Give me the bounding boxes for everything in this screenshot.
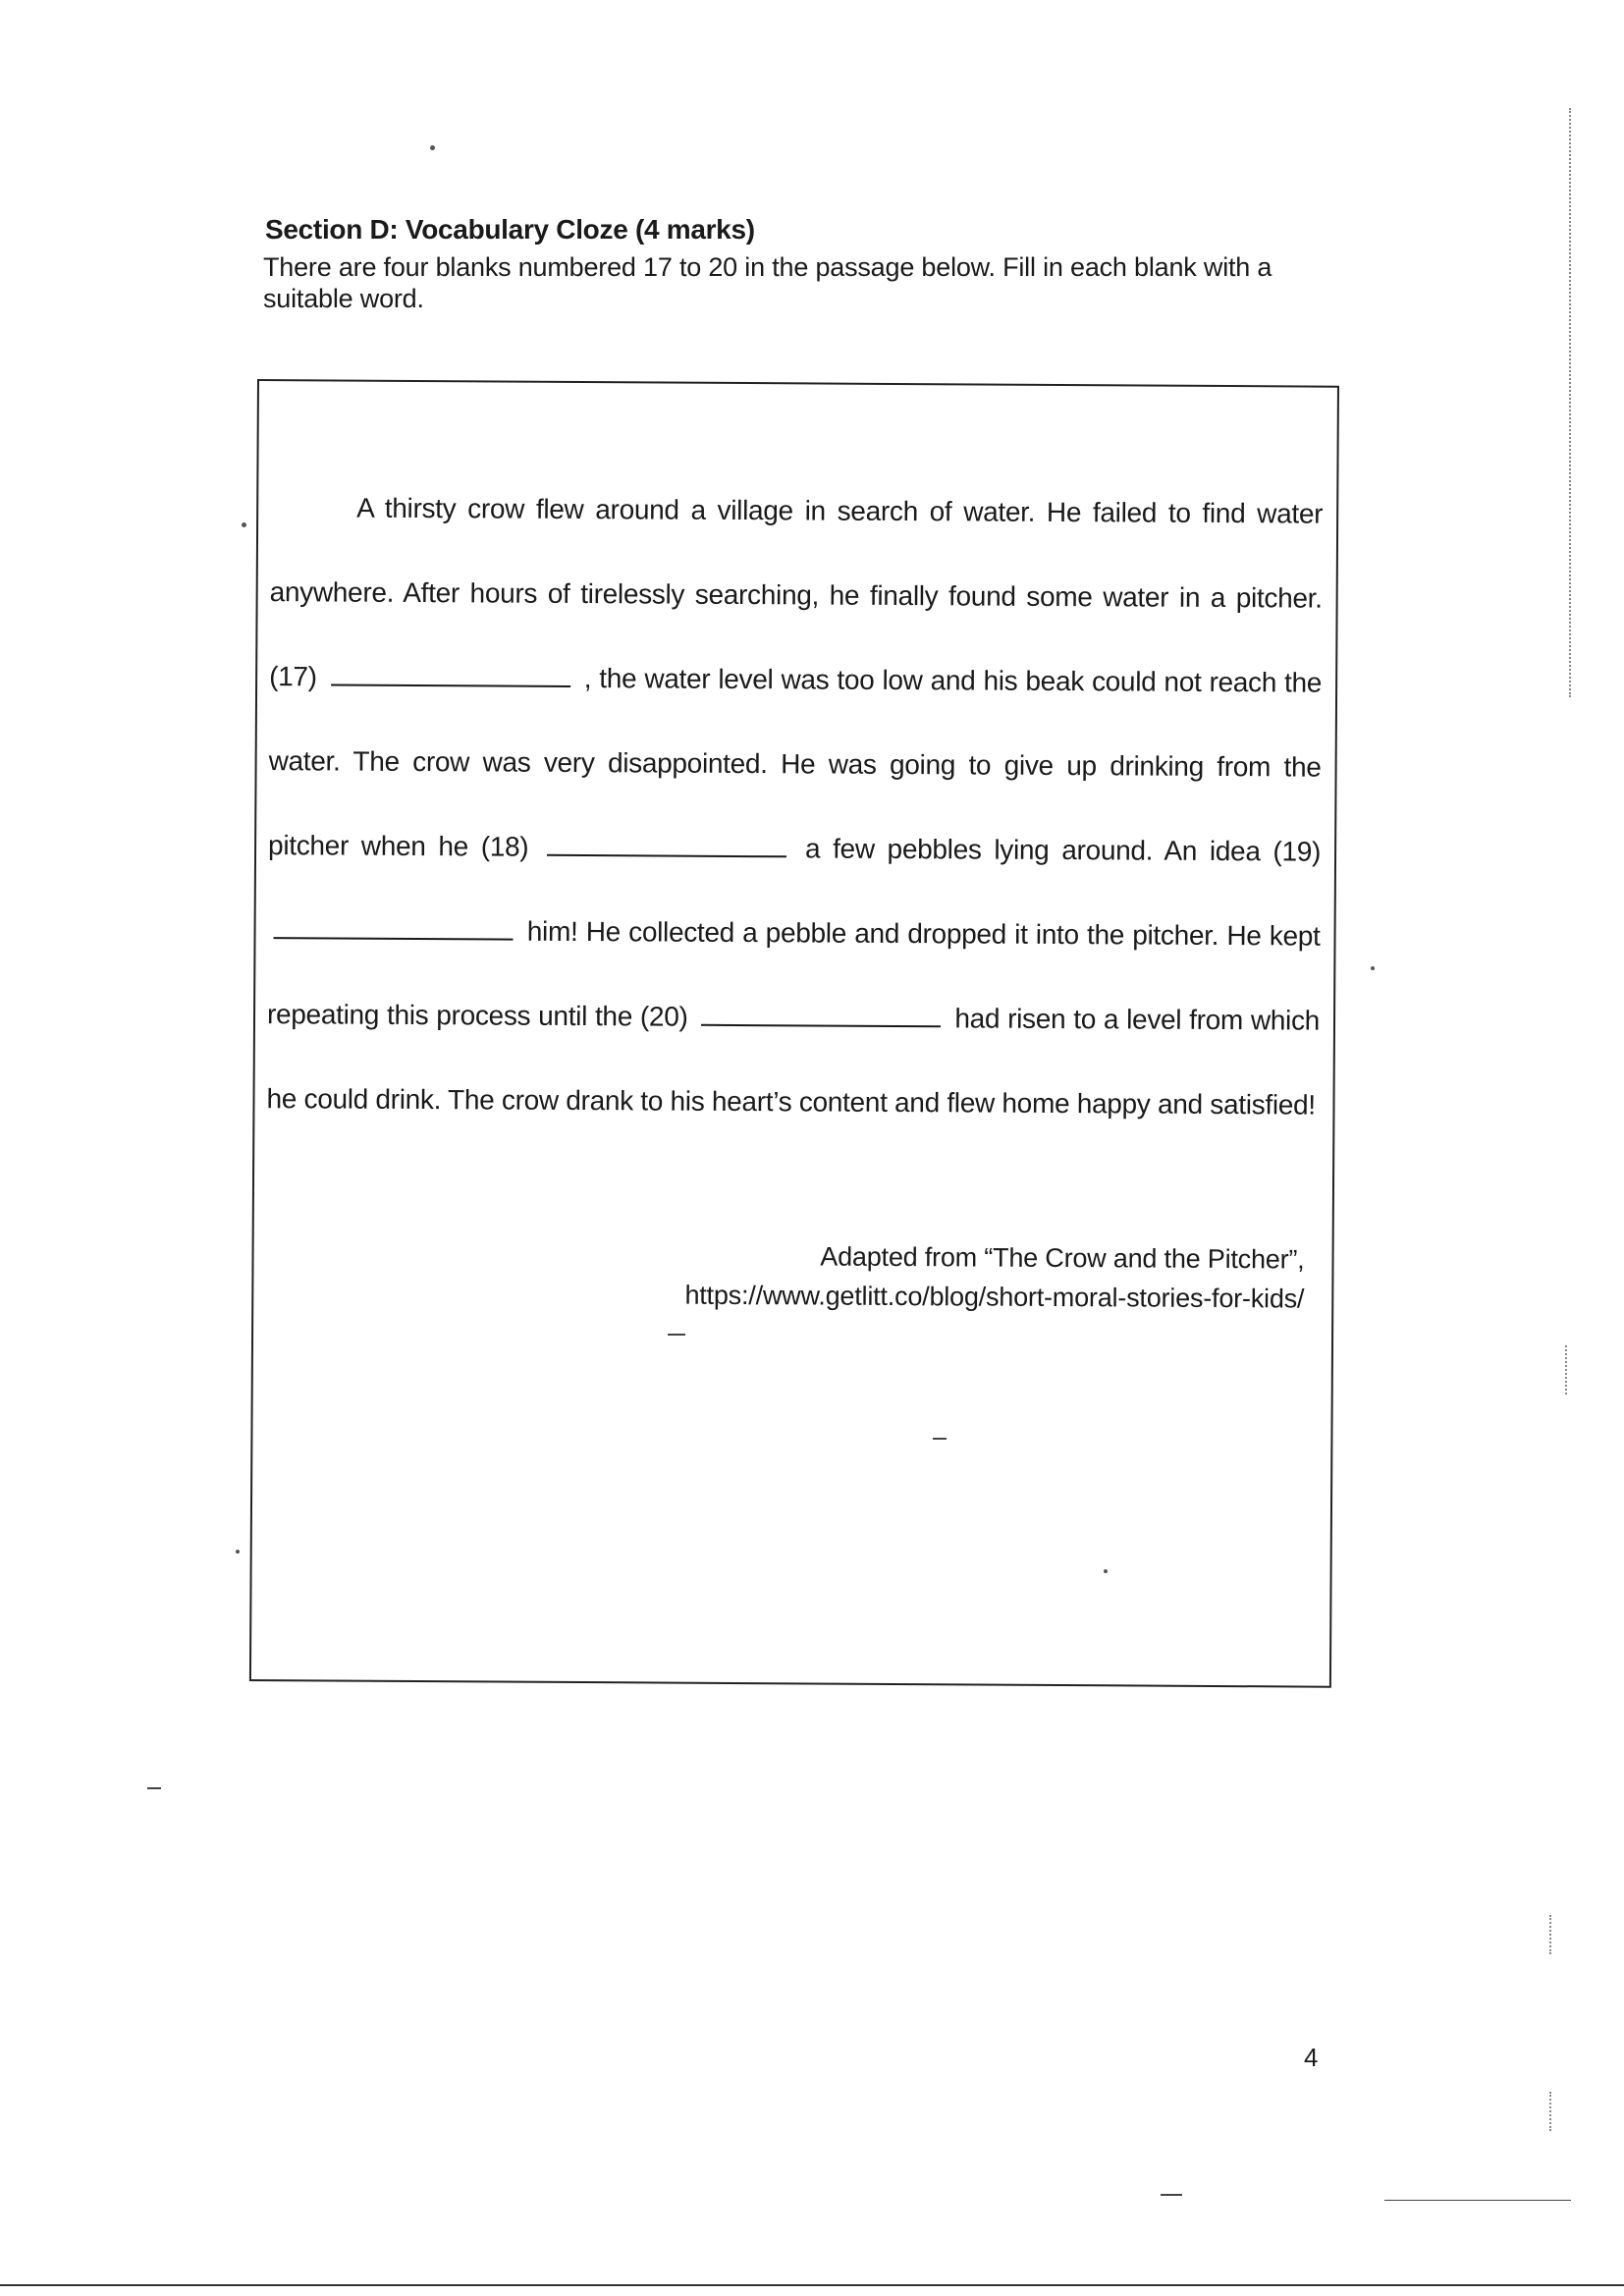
passage-text: , the water level was too low and his beak could not reach the water. The crow was very disappointed. He was going to give up drinking from the pitcher when he (18) — [268, 663, 1323, 862]
section-instructions: There are four blanks numbered 17 to 20 in the passage below. Fill in each blank with a suitable word. — [263, 252, 1272, 313]
blank-19[interactable] — [274, 915, 514, 940]
passage-text: A thirsty crow flew around a village in search of water. He failed to find water anywhere. After hours of tirelessly searching, he finally found some water in a pitcher. (17) — [269, 492, 1324, 692]
bottom-edge-line — [0, 2284, 1624, 2286]
passage-box — [249, 379, 1339, 1688]
section-title: Section D: Vocabulary Cloze (4 marks) — [265, 214, 755, 245]
scan-speck — [236, 1550, 240, 1554]
cloze-passage — [266, 465, 1323, 1148]
passage-text: him! He collected a pebble and dropped it into the pitcher. He kept repeating this process until the (20) — [266, 915, 1321, 1032]
page-number: 4 — [1304, 2043, 1319, 2072]
scan-speck — [1104, 1569, 1108, 1573]
scan-dash — [668, 1334, 685, 1336]
scan-speck — [242, 522, 246, 527]
scan-speck — [1371, 966, 1375, 970]
scan-margin-dots — [1549, 2092, 1553, 2131]
scan-dash — [1384, 2200, 1571, 2201]
source-title: Adapted from “The Crow and the Pitcher”, — [820, 1241, 1305, 1275]
scan-margin-dots — [1569, 108, 1573, 697]
source-url: https://www.getlitt.co/blog/short-moral-stories-for-kids/ — [684, 1280, 1305, 1314]
passage-text: a few pebbles lying around. An idea (19) — [804, 833, 1322, 867]
scan-dash — [1161, 2194, 1182, 2196]
blank-18[interactable] — [547, 833, 786, 857]
blank-20[interactable] — [701, 1003, 941, 1027]
scan-dash — [933, 1438, 947, 1440]
scan-margin-dots — [1565, 1345, 1569, 1394]
scan-margin-dots — [1549, 1915, 1553, 1954]
blank-17[interactable] — [331, 662, 570, 686]
passage-text: had risen to a level from which he could drink. The crow drank to his heart’s content and flew home happy and satisfied! — [266, 1003, 1321, 1121]
source-citation — [684, 1236, 1304, 1319]
scan-dash — [147, 1787, 161, 1789]
scan-speck — [430, 145, 435, 150]
